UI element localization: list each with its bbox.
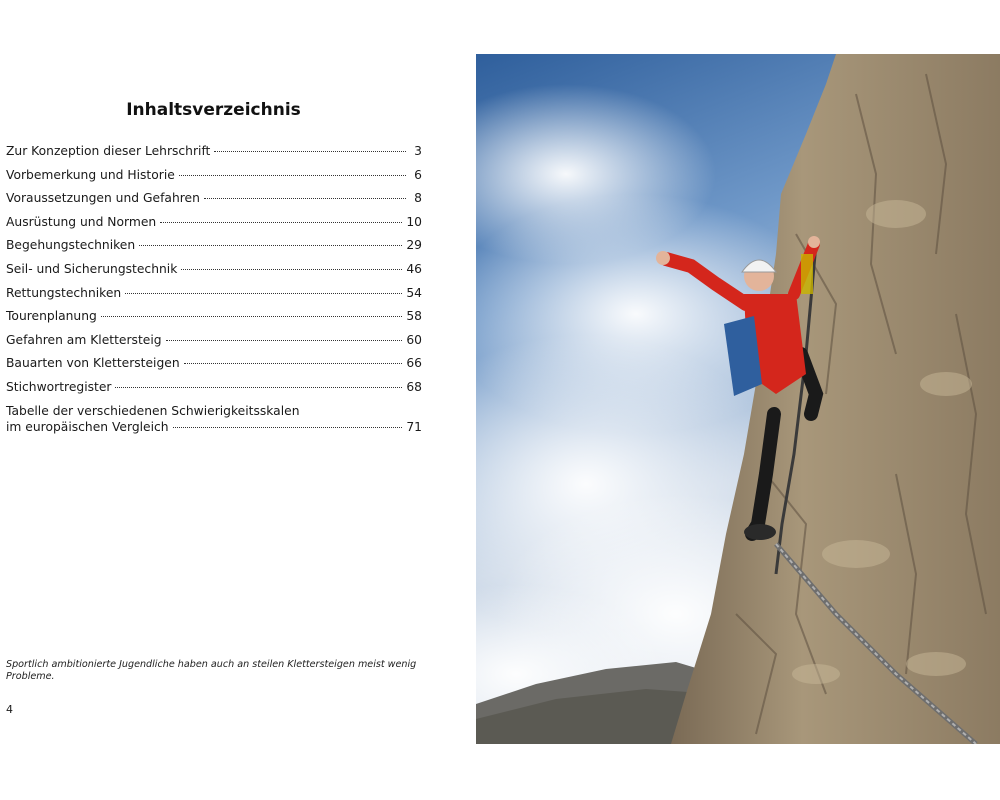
toc-entry[interactable] bbox=[6, 285, 422, 301]
toc-entry-title: Rettungstechniken bbox=[6, 285, 122, 300]
dot-leader bbox=[115, 387, 402, 388]
toc-entry-page: 8 bbox=[414, 191, 422, 206]
toc-entry-page: 66 bbox=[406, 356, 422, 371]
toc-entry-page: 10 bbox=[406, 214, 422, 229]
toc-entry-page: 54 bbox=[406, 285, 422, 300]
dot-leader bbox=[125, 293, 402, 294]
toc-entry-title: Voraussetzungen und Gefahren bbox=[6, 191, 200, 206]
toc-entry[interactable] bbox=[6, 332, 422, 348]
toc-entry-title: Stichwortregister bbox=[6, 379, 112, 394]
toc-entry[interactable] bbox=[6, 379, 422, 395]
toc-entry-title: Vorbemerkung und Historie bbox=[6, 167, 175, 182]
dot-leader bbox=[139, 245, 402, 246]
toc-entry-page: 71 bbox=[406, 419, 422, 434]
toc-entry-title: Ausrüstung und Normen bbox=[6, 214, 157, 229]
boot bbox=[744, 524, 776, 540]
toc-entry[interactable] bbox=[6, 237, 422, 253]
toc-entry-page: 58 bbox=[406, 309, 422, 324]
climber-on-via-ferrata-image bbox=[476, 54, 1000, 744]
page-number: 4 bbox=[6, 703, 13, 716]
toc-entry-title: Zur Konzeption dieser Lehrschrift bbox=[6, 144, 211, 158]
toc-entry-page: 46 bbox=[406, 261, 422, 276]
toc-entry[interactable] bbox=[6, 308, 422, 324]
toc-entry[interactable] bbox=[6, 143, 422, 159]
toc-entry-page: 3 bbox=[414, 144, 422, 158]
toc-entry[interactable] bbox=[6, 167, 422, 183]
dot-leader bbox=[179, 175, 406, 176]
photo-caption: Sportlich ambitionierte Jugendliche haben auch an steilen Klettersteigen meist wenig Probleme. bbox=[6, 659, 417, 682]
toc-entry-line2 bbox=[6, 419, 422, 435]
dot-leader bbox=[184, 363, 403, 364]
toc-entry[interactable] bbox=[6, 355, 422, 371]
toc-entry-title-line1: Tabelle der verschiedenen Schwierigkeitsskalen bbox=[6, 403, 300, 418]
toc-entry-page: 29 bbox=[406, 238, 422, 253]
toc-entry-page: 6 bbox=[414, 167, 422, 182]
dot-leader bbox=[101, 316, 403, 317]
toc-entry-title: Bauarten von Klettersteigen bbox=[6, 356, 180, 371]
dot-leader bbox=[181, 269, 402, 270]
toc-entry-title: Begehungstechniken bbox=[6, 238, 136, 253]
dot-leader bbox=[173, 427, 403, 428]
climbing-photo bbox=[476, 54, 1000, 744]
toc-entry-title: Tourenplanung bbox=[6, 309, 97, 324]
toc-entry-title-line2: im europäischen Vergleich bbox=[6, 419, 169, 434]
toc-entry-page: 60 bbox=[406, 332, 422, 347]
toc-entry[interactable] bbox=[6, 190, 422, 206]
dot-leader bbox=[204, 198, 406, 199]
dot-leader bbox=[166, 340, 403, 341]
toc-entry[interactable] bbox=[6, 214, 422, 230]
table-of-contents bbox=[6, 143, 422, 442]
left-page bbox=[0, 0, 440, 800]
toc-entry-title: Seil- und Sicherungstechnik bbox=[6, 261, 178, 276]
dot-leader bbox=[214, 151, 406, 152]
toc-title: Inhaltsverzeichnis bbox=[126, 100, 301, 120]
toc-entry[interactable] bbox=[6, 261, 422, 277]
toc-entry-multiline[interactable] bbox=[6, 403, 422, 435]
toc-entry-page: 68 bbox=[406, 379, 422, 394]
toc-entry-title: Gefahren am Klettersteig bbox=[6, 332, 162, 347]
dot-leader bbox=[160, 222, 402, 223]
